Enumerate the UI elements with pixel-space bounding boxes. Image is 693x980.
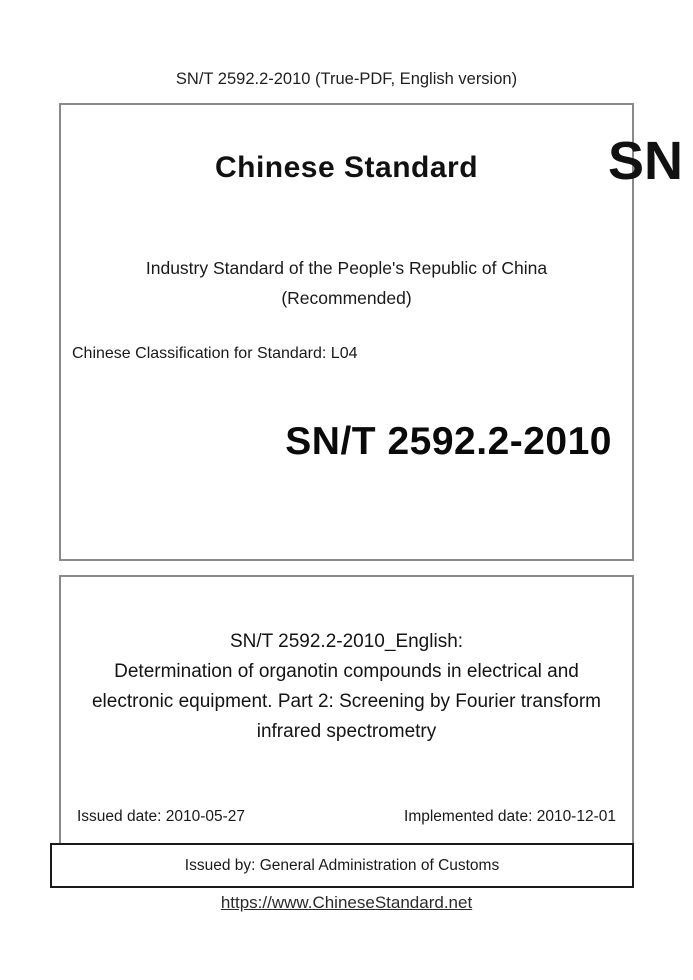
brand-title: Chinese Standard	[214, 151, 479, 184]
document-footer	[0, 893, 693, 913]
title-line-1: SN/T 2592.2-2010_English:	[229, 631, 464, 652]
implemented-date: Implemented date: 2010-12-01	[404, 808, 616, 825]
issued-by-text: Issued by: General Administration of Customs	[184, 856, 500, 874]
title-line-3: electronic equipment. Part 2: Screening by Fourier transform	[91, 691, 601, 712]
standard-english-title	[0, 627, 693, 747]
standard-type-line1: Industry Standard of the People's Republic of China	[145, 258, 548, 278]
issued-by-box	[50, 843, 634, 888]
classification-code: Chinese Classification for Standard: L04	[72, 345, 358, 362]
document-header-title: SN/T 2592.2-2010 (True-PDF, English version)	[175, 70, 518, 88]
sn-logo: SN	[607, 131, 683, 191]
standard-type	[0, 253, 693, 313]
issued-date: Issued date: 2010-05-27	[77, 808, 246, 825]
website-link[interactable]: https://www.ChineseStandard.net	[220, 893, 473, 912]
dates-row	[61, 808, 632, 826]
title-line-2: Determination of organotin compounds in electrical and	[114, 661, 579, 682]
title-line-4: infrared spectrometry	[256, 721, 437, 742]
standard-type-line2: (Recommended)	[281, 288, 412, 308]
standard-number: SN/T 2592.2-2010	[285, 420, 612, 463]
